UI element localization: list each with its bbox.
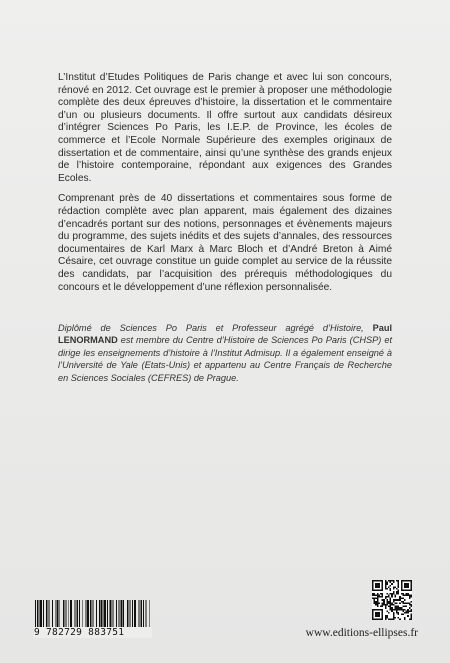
book-description	[58, 72, 392, 302]
author-bio-rest: est membre du Centre d’Histoire de Sciences Po Paris (CHSP) et dirige les enseignements d’histoire à l’Institut Admisup. Il a également enseigné à l’Université de Yale (Etats-Unis) et appartenu au Centre Français de Recherche en Sciences Sociales (CEFRES) de Prague.	[58, 335, 392, 383]
barcode-icon	[34, 600, 152, 646]
author-name: Paul LENORMAND	[58, 323, 392, 346]
author-bio	[58, 322, 392, 384]
isbn-number: 9 782729 883751	[34, 627, 152, 638]
description-paragraph-2: Comprenant près de 40 dissertations et commentaires sous forme de rédaction complète avec plan apparent, mais également des dizaines d’encadrés portant sur des notions, personnages et évènements majeurs du programme, des sujets inédits et des sujets d’annales, des ressources documentaires de Karl Marx à Marc Bloch et d’André Breton à Aimé Césaire, cet ouvrage constitue un guide complet au service de la réussite des candidats, par l’acquisition des prérequis méthodologiques du concours et le développement d’une réflexion personnalisée.	[58, 193, 392, 293]
description-paragraph-1: L’Institut d’Etudes Politiques de Paris change et avec lui son concours, rénové en 2012. Cet ouvrage est le premier à proposer une méthodologie complète des deux épreuves d’histoire, la dissertation et le commentaire d’un ou plusieurs documents. Il offre surtout aux candidats désireux d’intégrer Sciences Po Paris, les I.E.P. de Province, les écoles de commerce et l’Ecole Normale Supérieure des exemples originaux de dissertation et de commentaire, ainsi qu’une synthèse des grands enjeux de l’histoire contemporaine, répondant aux exigences des Grandes Ecoles.	[58, 72, 392, 184]
author-bio-intro: Diplômé de Sciences Po Paris et Professeur agrégé d’Histoire,	[58, 323, 373, 333]
publisher-website: www.editions-ellipses.fr	[305, 627, 418, 639]
qr-code-icon	[372, 580, 412, 620]
